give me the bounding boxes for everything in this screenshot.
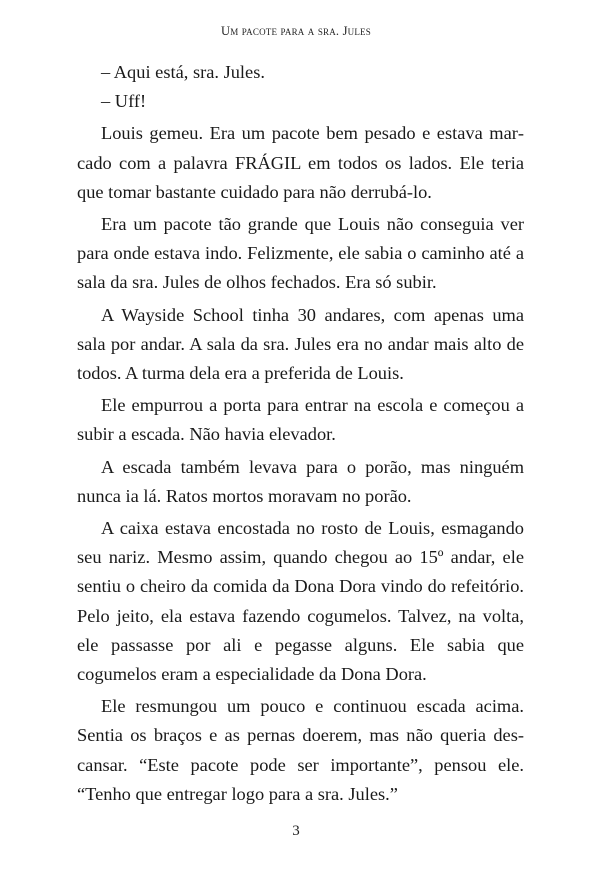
paragraph: Era um pacote tão grande que Louis não conseguia ver para onde estava indo. Felizmente, ele sabia o caminho até a sala da sra. Jules de olhos fechados. Era só subir. (77, 214, 524, 293)
paragraph-dialogue-1: – Aqui está, sra. Jules. (101, 62, 265, 82)
page-number: 3 (292, 823, 300, 839)
paragraph: Ele empurrou a porta para entrar na escola e começou a subir a escada. Não havia elevador. (77, 395, 524, 445)
paragraph: Ele resmungou um pouco e continuou escada acima. Sentia os braços e as pernas doerem, mas não queria descansar. “Este pacote pode ser importante”, pensou ele. “Tenho que entregar logo para a sra. Jules.” (77, 696, 524, 804)
paragraph: A caixa estava encostada no rosto de Louis, esmagando seu nariz. Mesmo assim, quando chegou ao 15º andar, ele sentiu o cheiro da comida da Dona Dora vindo do refeitório. Pelo jeito, ela estava fazendo cogumelos. Talvez, na volta, ele passasse por ali e pegasse alguns. Ele sabia que cogumelos eram a especialidade da Dona Dora. (77, 518, 524, 685)
running-head-title: Um pacote para a sra. Jules (221, 24, 371, 38)
paragraph: A escada também levava para o porão, mas ninguém nunca ia lá. Ratos mortos moravam no porão. (77, 456, 524, 506)
paragraph-dialogue-2: – Uff! (101, 91, 147, 112)
paragraph: A Wayside School tinha 30 andares, com apenas uma sala por andar. A sala da sra. Jules era no andar mais alto de todos. A turma dela era a preferida de Louis. (77, 304, 524, 384)
body-text (77, 58, 524, 809)
paragraph: Louis gemeu. Era um pacote bem pesado e estava marcado com a palavra FRÁGIL em todos os lados. Ele teria que tomar bastante cuidado para não derrubá-lo. (77, 123, 524, 202)
